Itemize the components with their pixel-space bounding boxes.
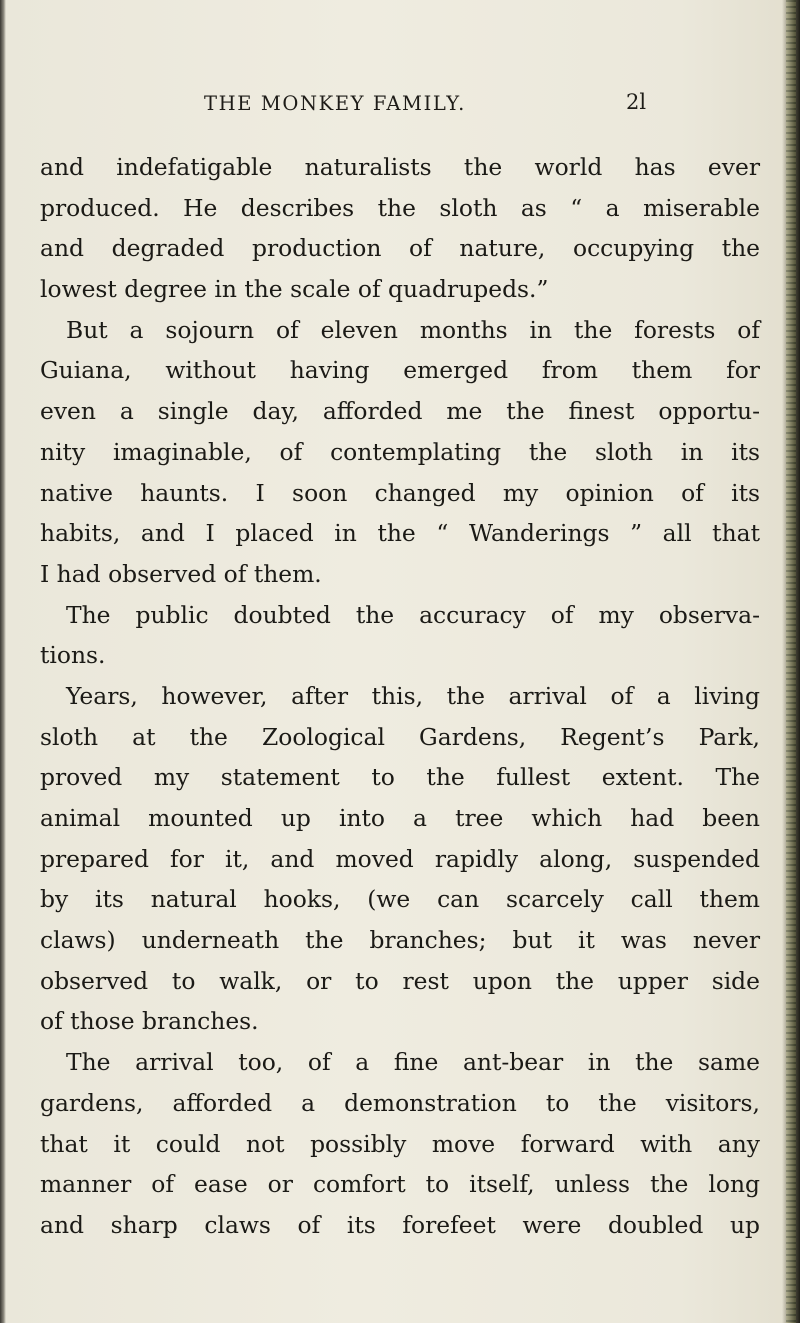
text-line: and degraded production of nature, occupying the (40, 234, 760, 263)
text-line: claws) underneath the branches; but it was never (40, 926, 760, 955)
text-line: proved my statement to the fullest extent. The (40, 763, 760, 792)
text-line: observed to walk, or to rest upon the upper side (40, 966, 760, 995)
text-line: native haunts. I soon changed my opinion of its (40, 478, 760, 507)
text-line: of those branches. (40, 1007, 259, 1036)
text-line: and indefatigable naturalists the world has ever (40, 153, 760, 181)
paragraph-first-line: Years, however, after this, the arrival of a living (66, 681, 760, 710)
text-line: I had observed of them. (40, 559, 322, 588)
page-left-edge-shadow (0, 0, 6, 1323)
text-line: and sharp claws of its forefeet were doubled up (40, 1210, 760, 1239)
text-line: manner of ease or comfort to itself, unless the long (40, 1170, 760, 1199)
text-line: produced. He describes the sloth as “ a miserable (40, 193, 760, 222)
text-line: sloth at the Zoological Gardens, Regent’s Park, (40, 722, 760, 751)
text-line: Guiana, without having emerged from them for (40, 356, 760, 385)
text-line: animal mounted up into a tree which had been (40, 804, 760, 832)
paragraph-first-line: The arrival too, of a fine ant-bear in the same (66, 1048, 760, 1077)
running-head-title: THE MONKEY FAMILY. (204, 92, 466, 115)
running-head (0, 92, 800, 124)
text-line: gardens, afforded a demonstration to the visitors, (40, 1088, 760, 1117)
paragraph-first-line: But a sojourn of eleven months in the forests of (66, 315, 760, 344)
body-text (40, 147, 760, 1246)
text-line: habits, and I placed in the “ Wanderings ” all that (40, 519, 760, 548)
text-line: that it could not possibly move forward with any (40, 1129, 760, 1158)
paragraph-first-line: The public doubted the accuracy of my observa- (66, 600, 760, 629)
text-line: even a single day, afforded me the finest opportu- (40, 397, 760, 426)
page-number: 2l (626, 90, 647, 114)
text-line: by its natural hooks, (we can scarcely call them (40, 885, 760, 914)
text-line: nity imaginable, of contemplating the sloth in its (40, 437, 760, 466)
text-line: prepared for it, and moved rapidly along, suspended (40, 844, 760, 873)
text-line: lowest degree in the scale of quadrupeds.” (40, 275, 549, 304)
page-right-edge-texture (786, 0, 796, 1323)
text-line: tions. (40, 641, 106, 670)
